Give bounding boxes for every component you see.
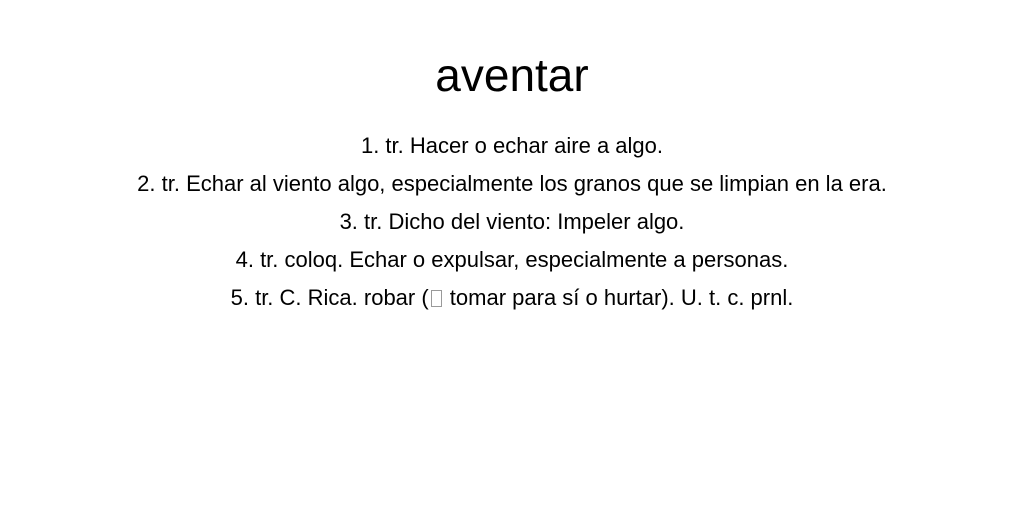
definition-4: 4. tr. coloq. Echar o expulsar, especialmente a personas. (235, 247, 789, 272)
definition-3: 3. tr. Dicho del viento: Impeler algo. (339, 209, 685, 234)
headword: aventar (435, 49, 589, 101)
definitions-list (0, 127, 1024, 317)
definition-2: 2. tr. Echar al viento algo, especialmente los granos que se limpian en la era. (137, 171, 887, 196)
definition-5-start: 5. tr. C. Rica. robar ( (230, 285, 429, 310)
definition-5-end: tomar para sí o hurtar). U. t. c. prnl. (443, 285, 794, 310)
definition-5 (0, 279, 1024, 317)
missing-glyph-icon (431, 290, 442, 307)
definition-1: 1. tr. Hacer o echar aire a algo. (360, 133, 664, 158)
